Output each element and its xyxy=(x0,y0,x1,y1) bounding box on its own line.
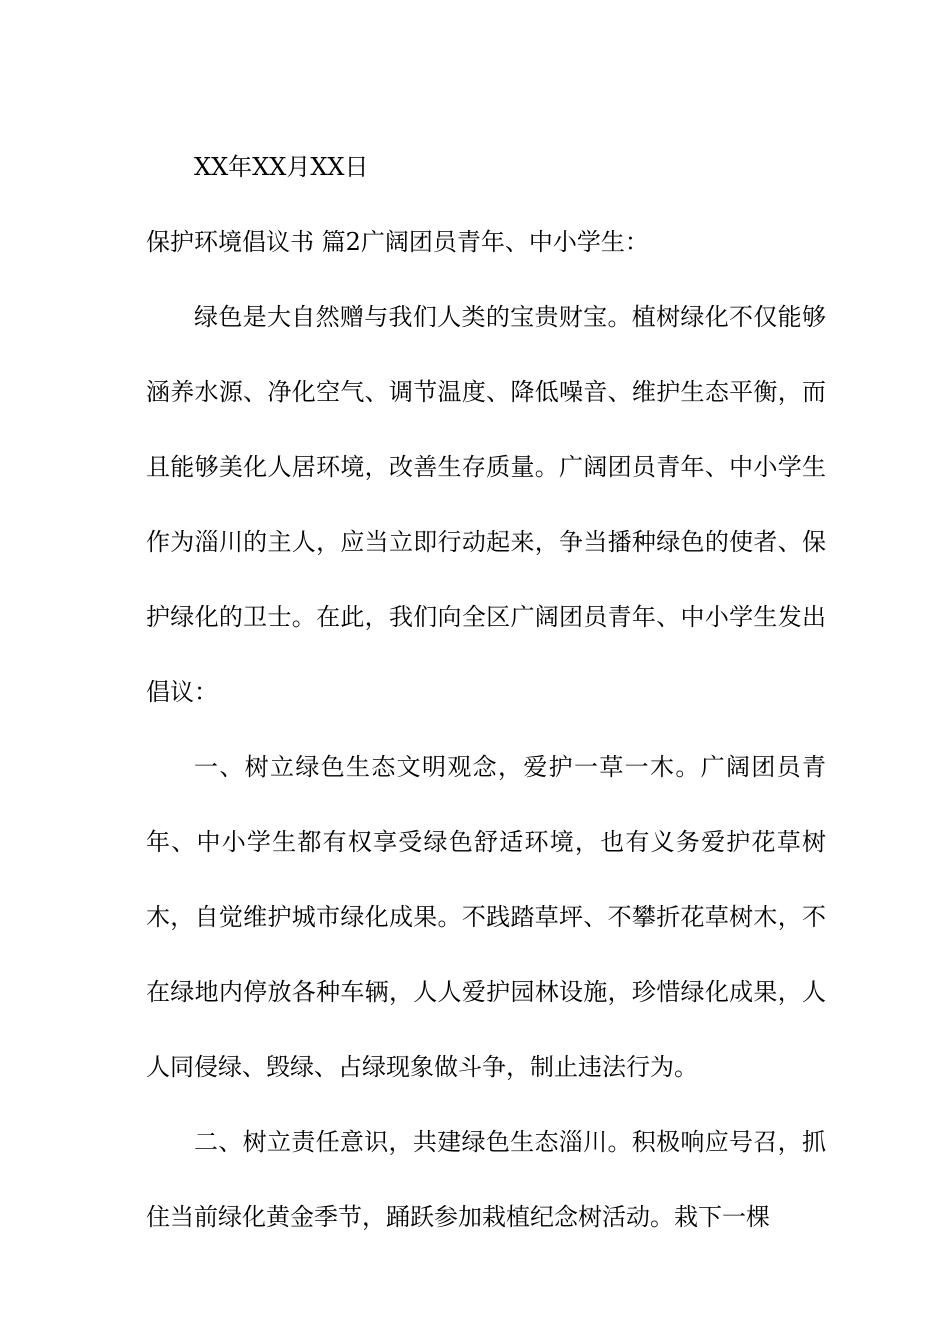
paragraph-point-two: 二、树立责任意识，共建绿色生态淄川。积极响应号召，抓住当前绿化黄金季节，踊跃参加栽植纪念树活动。栽下一棵 xyxy=(146,1128,826,1231)
paragraph-intro: 绿色是大自然赠与我们人类的宝贵财宝。植树绿化不仅能够涵养水源、净化空气、调节温度、降低噪音、维护生态平衡，而且能够美化人居环境，改善生存质量。广阔团员青年、中小学生作为淄川的主人，应当立即行动起来，争当播种绿色的使者、保护绿化的卫士。在此，我们向全区广阔团员青年、中小学生发出倡议： xyxy=(146,303,826,706)
paragraph-point-one: 一、树立绿色生态文明观念，爱护一草一木。广阔团员青年、中小学生都有权享受绿色舒适环境，也有义务爱护花草树木，自觉维护城市绿化成果。不践踏草坪、不攀折花草树木，不在绿地内停放各种车辆，人人爱护园林设施，珍惜绿化成果，人人同侵绿、毁绿、占绿现象做斗争，制止违法行为。 xyxy=(146,753,826,1081)
date-line: XX年XX月XX日 xyxy=(194,153,369,181)
heading-line: 保护环境倡议书 篇2广阔团员青年、中小学生： xyxy=(146,228,649,256)
document-body xyxy=(146,130,826,1255)
